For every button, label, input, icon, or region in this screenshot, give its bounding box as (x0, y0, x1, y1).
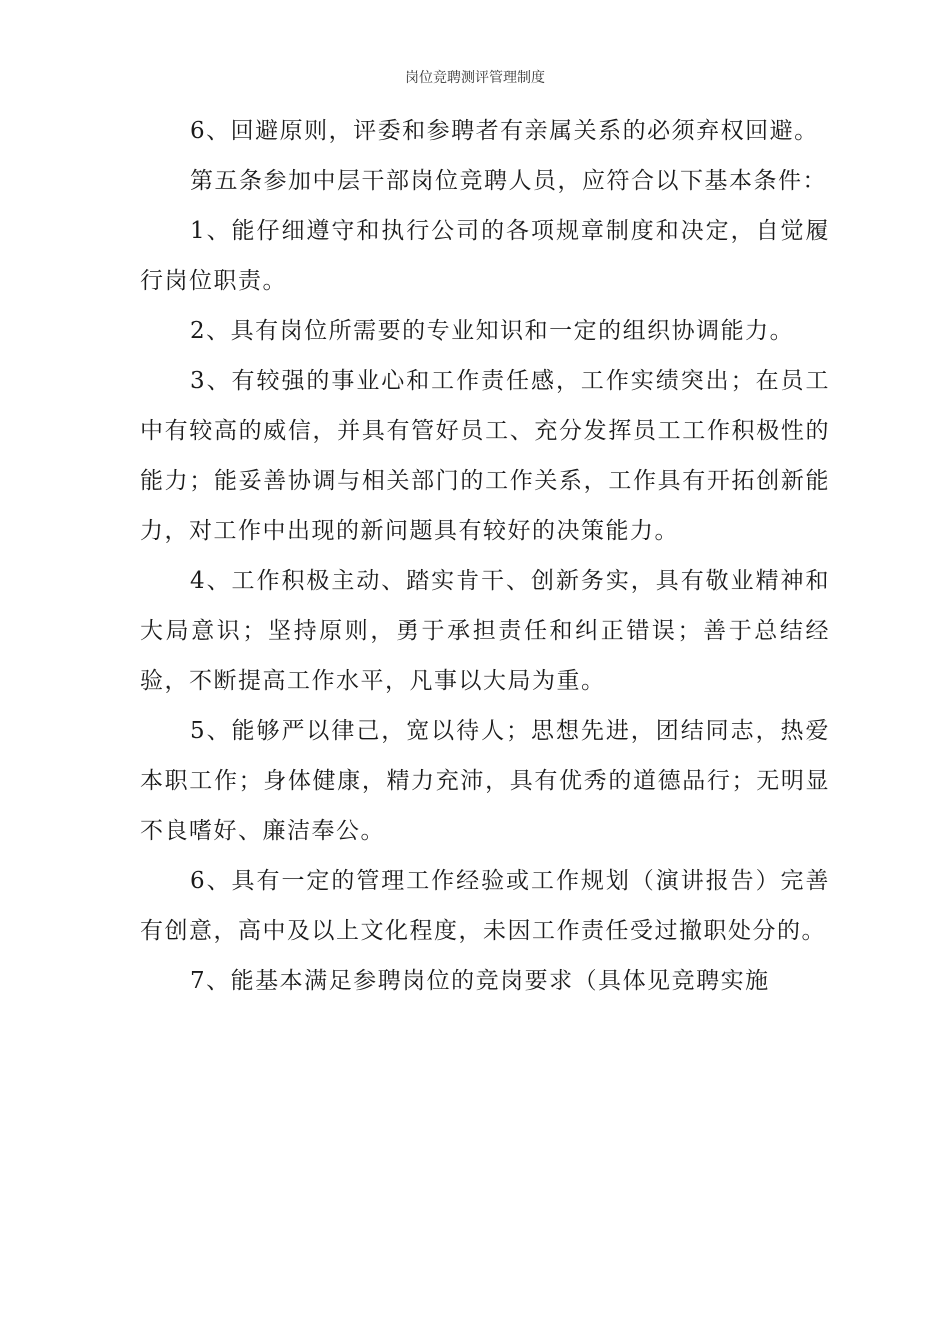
paragraph-condition-7: 7、能基本满足参聘岗位的竞岗要求（具体见竞聘实施 (190, 968, 770, 994)
document-body (140, 106, 830, 1006)
running-header: 岗位竞聘测评管理制度 (405, 70, 545, 86)
paragraph-recusal-principle: 6、回避原则，评委和参聘者有亲属关系的必须弃权回避。 (190, 118, 819, 144)
paragraph-condition-3: 3、有较强的事业心和工作责任感，工作实绩突出；在员工中有较高的威信，并具有管好员工、充分发挥员工工作积极性的能力；能妥善协调与相关部门的工作关系，工作具有开拓创新能力，对工作中出现的新问题具有较好的决策能力。 (140, 368, 830, 544)
paragraph-condition-5: 5、能够严以律己，宽以待人；思想先进，团结同志，热爱本职工作；身体健康，精力充沛，具有优秀的道德品行；无明显不良嗜好、廉洁奉公。 (140, 718, 830, 844)
paragraph-condition-6: 6、具有一定的管理工作经验或工作规划（演讲报告）完善有创意，高中及以上文化程度，未因工作责任受过撤职处分的。 (140, 868, 830, 944)
paragraph-condition-2: 2、具有岗位所需要的专业知识和一定的组织协调能力。 (190, 318, 795, 344)
paragraph-condition-4: 4、工作积极主动、踏实肯干、创新务实，具有敬业精神和大局意识；坚持原则，勇于承担责任和纠正错误；善于总结经验，不断提高工作水平，凡事以大局为重。 (140, 568, 830, 694)
paragraph-article-five: 第五条参加中层干部岗位竞聘人员，应符合以下基本条件： (190, 168, 827, 194)
paragraph-condition-1: 1、能仔细遵守和执行公司的各项规章制度和决定，自觉履行岗位职责。 (140, 218, 830, 294)
